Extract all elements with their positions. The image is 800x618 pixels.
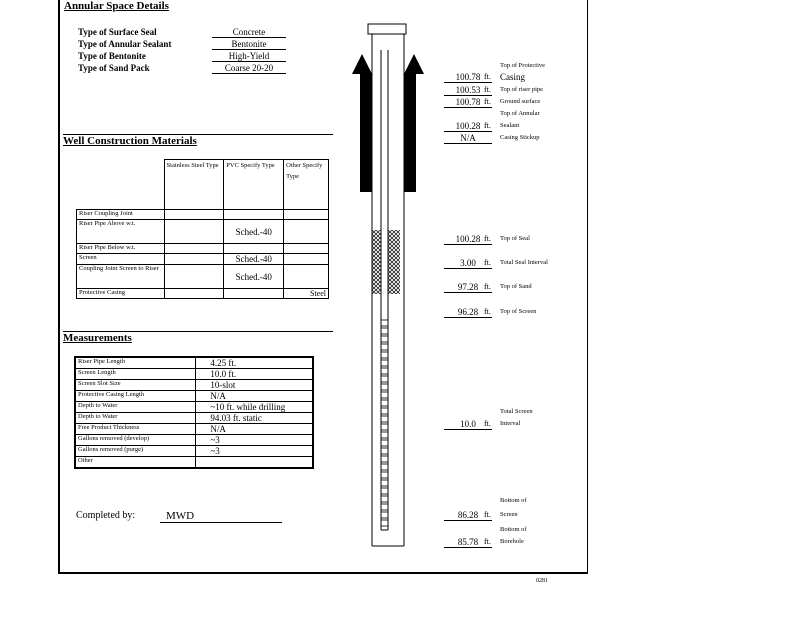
screen-slot [381, 408, 388, 414]
materials-row-label: Coupling Joint Screen to Riser [77, 265, 165, 289]
elevation-value: 100.28 [444, 121, 492, 132]
measurement-label: Gallons removed (develop) [75, 435, 196, 446]
elevation-value: 97.28 [444, 282, 492, 293]
materials-cell [284, 254, 329, 265]
materials-cell: Steel [284, 289, 329, 299]
annular-value: Concrete [212, 27, 286, 38]
measurement-label: Riser Pipe Length [75, 357, 196, 369]
measurement-value: ~3 [196, 446, 313, 457]
materials-cell [224, 289, 284, 299]
completed-label: Completed by: [76, 510, 136, 521]
materials-cell [164, 265, 224, 289]
measurement-label: Gallons removed (purge) [75, 446, 196, 457]
elevation-value: 3.00 [444, 258, 492, 269]
materials-cell [164, 210, 224, 220]
elevation-label: Interval [500, 420, 521, 427]
materials-header: PVC Specify Type [224, 160, 284, 210]
screen-slot [381, 512, 388, 518]
elevation-label: Screen [500, 511, 518, 518]
materials-cell [164, 220, 224, 244]
elevation-value: 86.28 [444, 510, 492, 521]
elevation-unit: ft. [484, 97, 491, 106]
elevation-value: 100.53 [444, 85, 492, 96]
elevation-unit: ft. [484, 282, 491, 291]
annular-value: Coarse 20-20 [212, 63, 286, 74]
measurement-value: 94.03 ft. static [196, 413, 313, 424]
measurement-label: Protective Casing Length [75, 391, 196, 402]
screen-slot [381, 456, 388, 462]
measurement-value [196, 457, 313, 468]
page-number: 0281 [536, 578, 548, 584]
elevation-label: Casing [500, 72, 526, 82]
elevation-unit: ft. [484, 537, 491, 546]
elevation-unit: ft. [484, 510, 491, 519]
screen-slot [381, 344, 388, 350]
screen-slot [381, 328, 388, 334]
screen-slot [381, 384, 388, 390]
screen-slot [381, 464, 388, 470]
measurement-label: Other [75, 457, 196, 468]
materials-cell [164, 289, 224, 299]
materials-cell [284, 244, 329, 254]
elevation-value: 100.78 [444, 97, 492, 108]
annular-label: Type of Bentonite [78, 51, 146, 61]
elevation-label: Top of Protective [500, 62, 546, 69]
screen-slot [381, 448, 388, 454]
measurement-value: 10-slot [196, 380, 313, 391]
screen-slot [381, 400, 388, 406]
elevation-value: 10.0 [444, 419, 492, 430]
screen-slot [381, 376, 388, 382]
well-diagram [350, 20, 440, 552]
elevation-unit: ft. [484, 258, 491, 267]
materials-header: Stainless Steel Type [164, 160, 224, 210]
measurement-value: 4.25 ft. [196, 357, 313, 369]
materials-cell: Sched.-40 [224, 220, 284, 244]
screen-slot [381, 336, 388, 342]
annular-label: Type of Annular Sealant [78, 39, 172, 49]
materials-cell: Sched.-40 [224, 265, 284, 289]
annular-title: Annular Space Details [64, 0, 169, 12]
elevation-unit: ft. [484, 72, 491, 81]
screen-slot [381, 352, 388, 358]
materials-cell [284, 265, 329, 289]
screen-slot [381, 480, 388, 486]
screen-slot [381, 472, 388, 478]
materials-row-label: Riser Pipe Below w.t. [77, 244, 165, 254]
screen-slot [381, 320, 388, 326]
screen-slot [381, 360, 388, 366]
elevation-value: 96.28 [444, 307, 492, 318]
materials-table [76, 159, 329, 299]
completed-value: MWD [160, 510, 282, 523]
materials-row-label: Screen [77, 254, 165, 265]
measurement-value: N/A [196, 424, 313, 435]
measurement-label: Screen Slot Size [75, 380, 196, 391]
elevation-label: Top of Sand [500, 283, 532, 290]
elevation-value: N/A [444, 133, 492, 144]
materials-cell [224, 244, 284, 254]
screen-slot [381, 440, 388, 446]
screen-slot [381, 368, 388, 374]
elevation-label: Total Seal Interval [500, 259, 548, 266]
screen-slot [381, 424, 388, 430]
screen-slot [381, 504, 388, 510]
materials-cell [284, 210, 329, 220]
materials-cell [284, 220, 329, 244]
elevation-unit: ft. [484, 85, 491, 94]
measurement-value: ~3 [196, 435, 313, 446]
materials-row-label: Riser Pipe Above w.t. [77, 220, 165, 244]
elevation-label: Bottom of [500, 497, 527, 504]
measurements-title: Measurements [63, 331, 333, 344]
measurement-label: Depth to Water [75, 402, 196, 413]
elevation-label: Casing Stickup [500, 134, 540, 141]
annular-value: Bentonite [212, 39, 286, 50]
elevation-label: Top of Screen [500, 308, 537, 315]
elevation-value: 100.28 [444, 234, 492, 245]
measurement-value: ~10 ft. while drilling [196, 402, 313, 413]
materials-cell [224, 210, 284, 220]
elevation-label: Top of riser pipe [500, 86, 544, 93]
materials-cell [164, 254, 224, 265]
elevation-label: Sealant [500, 122, 520, 129]
annular-value: High-Yield [212, 51, 286, 62]
measurements-table [74, 356, 314, 469]
screen-slot [381, 520, 388, 526]
measurement-label: Free Product Thickness [75, 424, 196, 435]
elevation-unit: ft. [484, 234, 491, 243]
materials-row-label: Riser Coupling Joint [77, 210, 165, 220]
screen-slot [381, 432, 388, 438]
materials-title: Well Construction Materials [63, 134, 333, 147]
measurement-label: Depth to Water [75, 413, 196, 424]
elevation-label: Borehole [500, 538, 524, 545]
screen-slot [381, 392, 388, 398]
elevation-label: Ground surface [500, 98, 541, 105]
elevation-unit: ft. [484, 419, 491, 428]
materials-row-label: Protective Casing [77, 289, 165, 299]
screen-slot [381, 488, 388, 494]
materials-cell [164, 244, 224, 254]
elevation-label: Bottom of [500, 526, 527, 533]
elevation-unit: ft. [484, 121, 491, 130]
annular-label: Type of Sand Pack [78, 63, 150, 73]
measurement-value: N/A [196, 391, 313, 402]
elevation-label: Top of Seal [500, 235, 530, 242]
measurement-value: 10.0 ft. [196, 369, 313, 380]
elevation-label: Top of Annular [500, 110, 540, 117]
elevation-value: 100.78 [444, 72, 492, 83]
materials-cell: Sched.-40 [224, 254, 284, 265]
materials-header: Other Specify Type [284, 160, 329, 210]
screen-slot [381, 496, 388, 502]
measurement-label: Screen Length [75, 369, 196, 380]
elevation-unit: ft. [484, 307, 491, 316]
elevation-value: 85.78 [444, 537, 492, 548]
screen-slot [381, 416, 388, 422]
annular-label: Type of Surface Seal [78, 27, 157, 37]
elevation-label: Total Screen [500, 408, 533, 415]
